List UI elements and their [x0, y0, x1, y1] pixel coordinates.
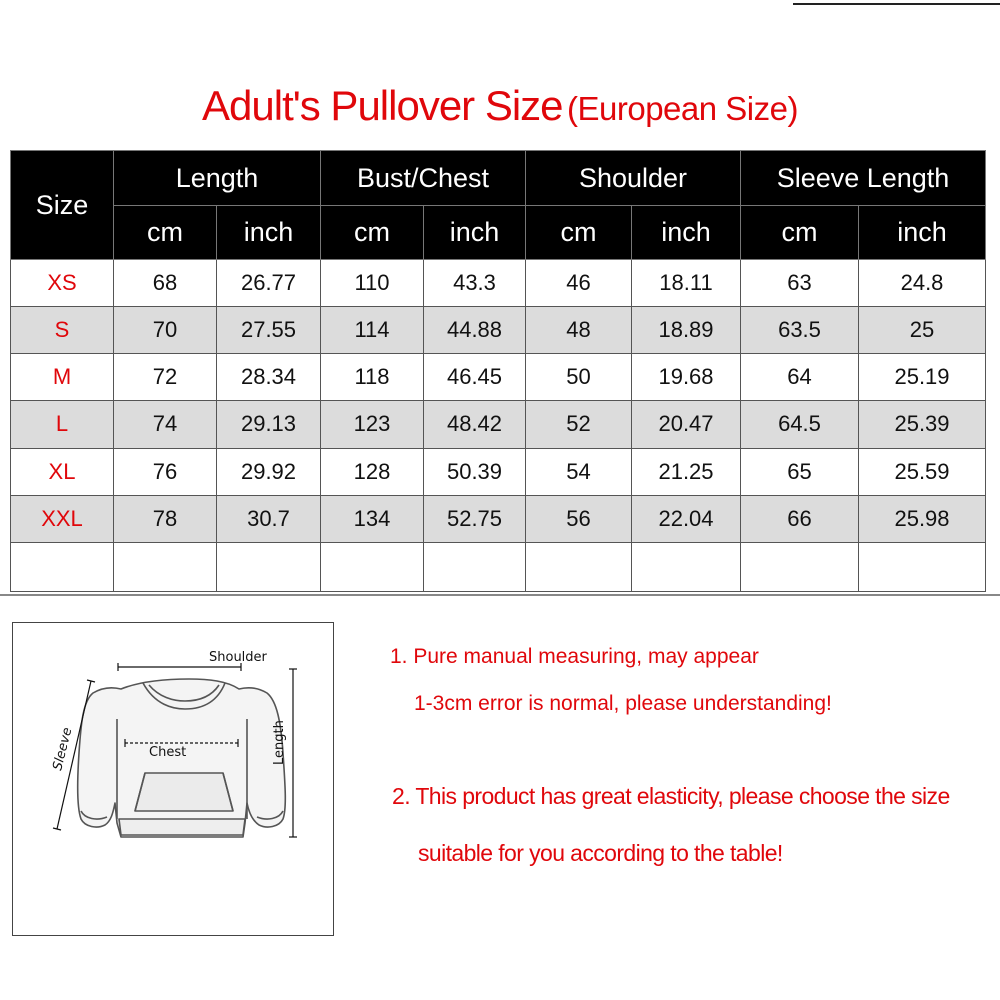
table-cell: 18.11 — [632, 260, 741, 307]
table-cell: 118 — [321, 354, 424, 401]
table-cell: 27.55 — [217, 307, 321, 354]
table-cell: 64 — [741, 354, 859, 401]
table-cell: 74 — [114, 401, 217, 448]
empty-cell — [217, 542, 321, 591]
table-cell: 56 — [526, 495, 632, 542]
table-cell: 22.04 — [632, 495, 741, 542]
unit-header: cm — [741, 206, 859, 260]
length-label: Length — [272, 720, 287, 765]
unit-header: inch — [217, 206, 321, 260]
size-label: XXL — [11, 495, 114, 542]
empty-cell — [741, 542, 859, 591]
note-1-line-2: 1-3cm error is normal, please understanding! — [414, 692, 832, 715]
table-cell: 30.7 — [217, 495, 321, 542]
unit-header: inch — [632, 206, 741, 260]
table-cell: 25.59 — [859, 448, 986, 495]
table-cell: 63 — [741, 260, 859, 307]
size-label: XL — [11, 448, 114, 495]
unit-header: inch — [859, 206, 986, 260]
empty-cell — [114, 542, 217, 591]
table-cell: 72 — [114, 354, 217, 401]
table-row — [11, 354, 986, 401]
table-cell: 50 — [526, 354, 632, 401]
table-cell: 29.92 — [217, 448, 321, 495]
table-cell: 70 — [114, 307, 217, 354]
table-cell: 46.45 — [424, 354, 526, 401]
table-cell: 48 — [526, 307, 632, 354]
unit-header: cm — [114, 206, 217, 260]
empty-cell — [424, 542, 526, 591]
size-column-header: Size — [11, 151, 114, 260]
table-row — [11, 260, 986, 307]
table-cell: 123 — [321, 401, 424, 448]
table-cell: 25.39 — [859, 401, 986, 448]
table-cell: 48.42 — [424, 401, 526, 448]
table-cell: 25.19 — [859, 354, 986, 401]
table-cell: 20.47 — [632, 401, 741, 448]
table-cell: 66 — [741, 495, 859, 542]
table-cell: 21.25 — [632, 448, 741, 495]
unit-header: cm — [526, 206, 632, 260]
empty-cell — [859, 542, 986, 591]
section-divider — [0, 594, 1000, 596]
note-2-line-2: suitable for you according to the table! — [418, 840, 783, 866]
table-cell: 65 — [741, 448, 859, 495]
empty-cell — [526, 542, 632, 591]
size-label: XS — [11, 260, 114, 307]
table-cell: 44.88 — [424, 307, 526, 354]
shoulder-label: Shoulder — [209, 650, 267, 665]
table-cell: 26.77 — [217, 260, 321, 307]
table-row — [11, 401, 986, 448]
table-cell: 18.89 — [632, 307, 741, 354]
note-2-line-1: 2. This product has great elasticity, please choose the size — [392, 783, 950, 809]
table-cell: 29.13 — [217, 401, 321, 448]
unit-header: inch — [424, 206, 526, 260]
group-header-sleeve-length: Sleeve Length — [741, 151, 986, 206]
table-cell: 25 — [859, 307, 986, 354]
table-cell: 52 — [526, 401, 632, 448]
page-title — [0, 82, 1000, 130]
size-label: M — [11, 354, 114, 401]
group-header-bust-chest: Bust/Chest — [321, 151, 526, 206]
table-cell: 128 — [321, 448, 424, 495]
table-cell: 19.68 — [632, 354, 741, 401]
group-header-length: Length — [114, 151, 321, 206]
table-cell: 25.98 — [859, 495, 986, 542]
table-cell: 52.75 — [424, 495, 526, 542]
table-cell: 134 — [321, 495, 424, 542]
table-cell: 114 — [321, 307, 424, 354]
table-cell: 54 — [526, 448, 632, 495]
corner-divider — [793, 3, 1000, 5]
table-cell: 64.5 — [741, 401, 859, 448]
table-row — [11, 307, 986, 354]
empty-cell — [11, 542, 114, 591]
table-cell: 24.8 — [859, 260, 986, 307]
table-cell: 110 — [321, 260, 424, 307]
size-chart-table — [10, 150, 986, 592]
unit-header: cm — [321, 206, 424, 260]
group-header-shoulder: Shoulder — [526, 151, 741, 206]
table-row — [11, 448, 986, 495]
table-cell: 76 — [114, 448, 217, 495]
empty-cell — [632, 542, 741, 591]
table-cell: 68 — [114, 260, 217, 307]
table-cell: 50.39 — [424, 448, 526, 495]
title-subtitle: (European Size) — [567, 90, 798, 127]
title-main: Adult's Pullover Size — [202, 82, 563, 129]
sleeve-label: Sleeve — [50, 726, 76, 772]
empty-cell — [321, 542, 424, 591]
table-cell: 78 — [114, 495, 217, 542]
table-cell: 43.3 — [424, 260, 526, 307]
size-label: L — [11, 401, 114, 448]
table-cell: 63.5 — [741, 307, 859, 354]
chest-label: Chest — [149, 745, 187, 760]
pullover-outline-illustration — [13, 623, 333, 935]
note-1-line-1: 1. Pure manual measuring, may appear — [390, 645, 759, 668]
table-cell: 28.34 — [217, 354, 321, 401]
table-row — [11, 495, 986, 542]
empty-table-row — [11, 542, 986, 591]
measurement-diagram — [12, 622, 334, 936]
size-label: S — [11, 307, 114, 354]
table-cell: 46 — [526, 260, 632, 307]
